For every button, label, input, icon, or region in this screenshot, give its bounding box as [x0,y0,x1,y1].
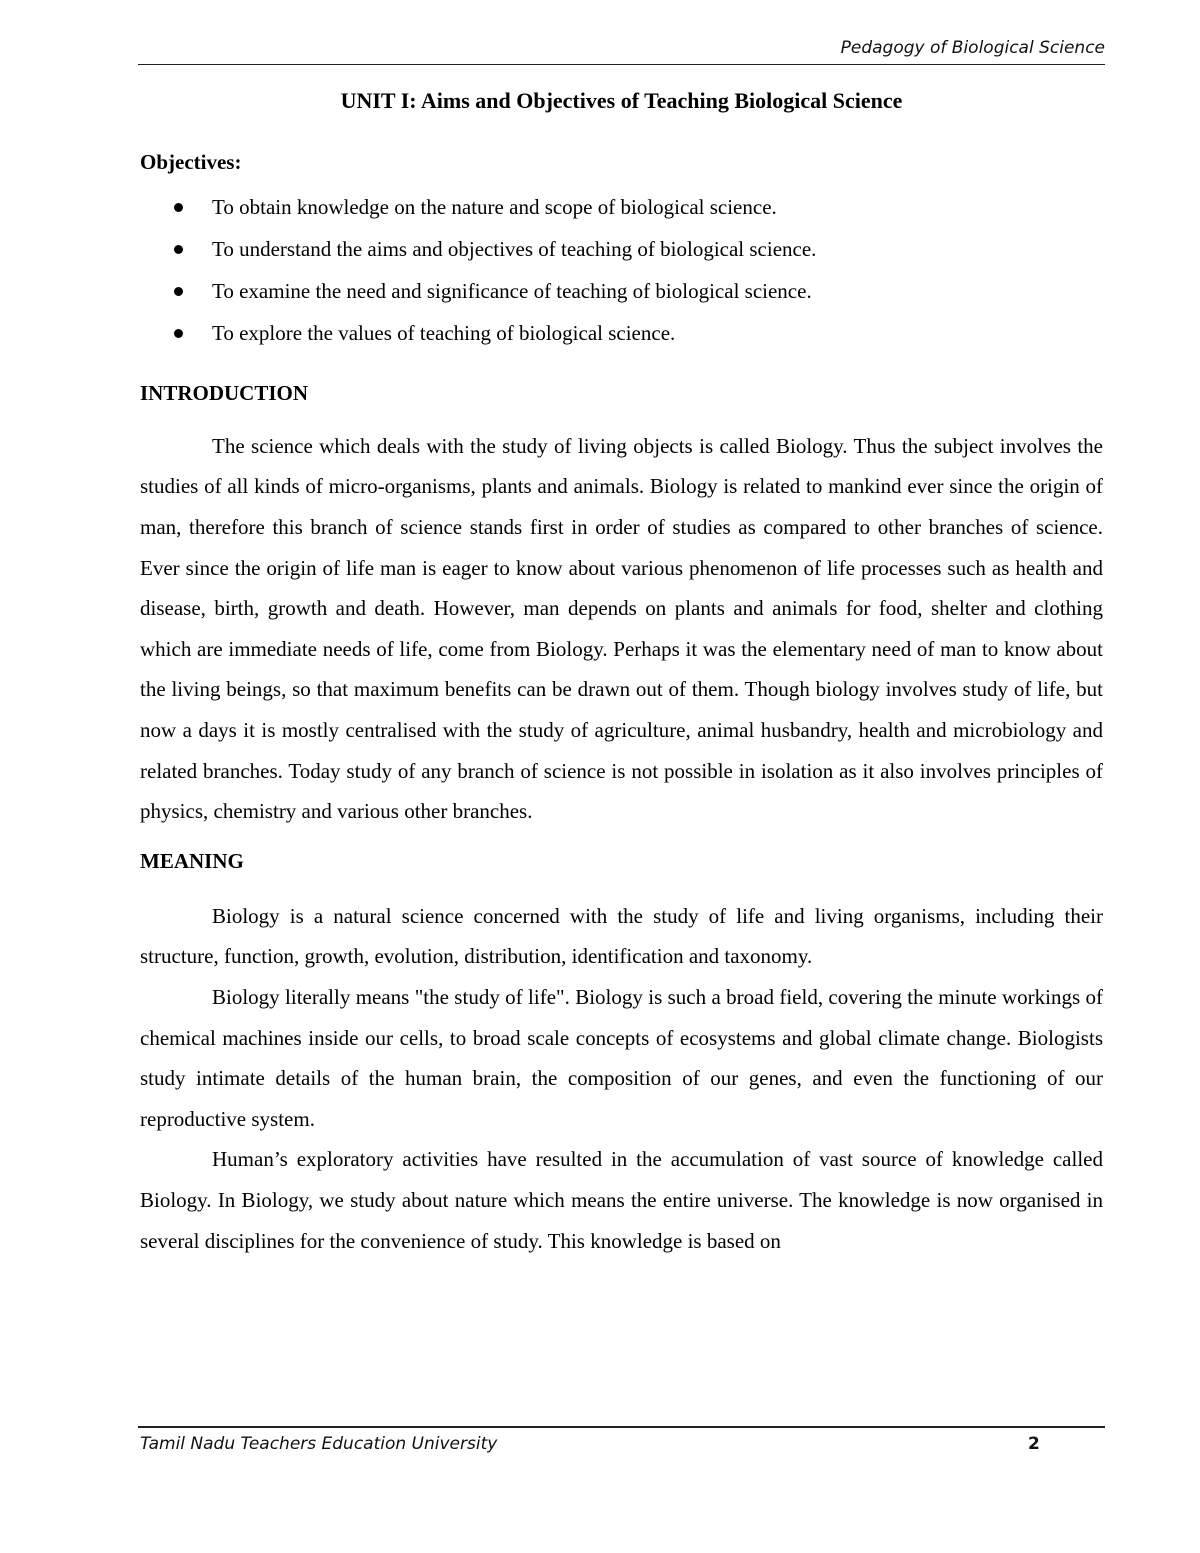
objectives-list [140,186,1103,354]
bullet-icon [174,203,183,212]
objective-item [140,312,1103,354]
meaning-paragraph-2: Biology literally means "the study of life". Biology is such a broad field, covering the minute workings of chemical machines inside our cells, to broad scale concepts of ecosystems and global climate change. Biologists study intimate details of the human brain, the composition of our genes, and even the functioning of our reproductive system. [140,985,1103,1131]
meaning-paragraph-3: Human’s exploratory activities have resulted in the accumulation of vast source of knowledge called Biology. In Biology, we study about nature which means the entire universe. The knowledge is now organised in several disciplines for the convenience of study. This knowledge is based on [140,1147,1103,1253]
page-number: 2 [1028,1434,1040,1454]
objective-item [140,186,1103,228]
objective-text: To understand the aims and objectives of teaching of biological science. [212,236,817,261]
introduction-paragraph: The science which deals with the study of living objects is called Biology. Thus the subject involves the studies of all kinds of micro-organisms, plants and animals. Biology is related to mankind ever since the origin of man, therefore this branch of science stands first in order of studies as compared to other branches of science. Ever since the origin of life man is eager to know about various phenomenon of life processes such as health and disease, birth, growth and death. However, man depends on plants and animals for food, shelter and clothing which are immediate needs of life, come from Biology. Perhaps it was the elementary need of man to know about the living beings, so that maximum benefits can be drawn out of them. Though biology involves study of life, but now a days it is mostly centralised with the study of agriculture, animal husbandry, health and microbiology and related branches. Today study of any branch of science is not possible in isolation as it also involves principles of physics, chemistry and various other branches. [140,433,1103,824]
introduction-heading: INTRODUCTION [140,380,309,405]
bullet-icon [174,287,183,296]
objectives-heading: Objectives: [140,150,242,175]
objective-item [140,270,1103,312]
objective-text: To obtain knowledge on the nature and scope of biological science. [212,194,777,219]
running-header: Pedagogy of Biological Science [840,38,1105,58]
objective-text: To examine the need and significance of teaching of biological science. [212,278,812,303]
meaning-paragraph-1: Biology is a natural science concerned with the study of life and living organisms, including their structure, function, growth, evolution, distribution, identification and taxonomy. [140,903,1103,969]
meaning-heading: MEANING [140,848,244,873]
bullet-icon [174,329,183,338]
header-divider [138,64,1105,65]
objective-text: To explore the values of teaching of biological science. [212,320,676,345]
objective-item [140,228,1103,270]
unit-title: UNIT I: Aims and Objectives of Teaching Biological Science [340,88,903,113]
page-content [140,88,1103,1261]
footer-institution: Tamil Nadu Teachers Education University [140,1434,498,1454]
footer-divider [138,1426,1105,1428]
bullet-icon [174,245,183,254]
